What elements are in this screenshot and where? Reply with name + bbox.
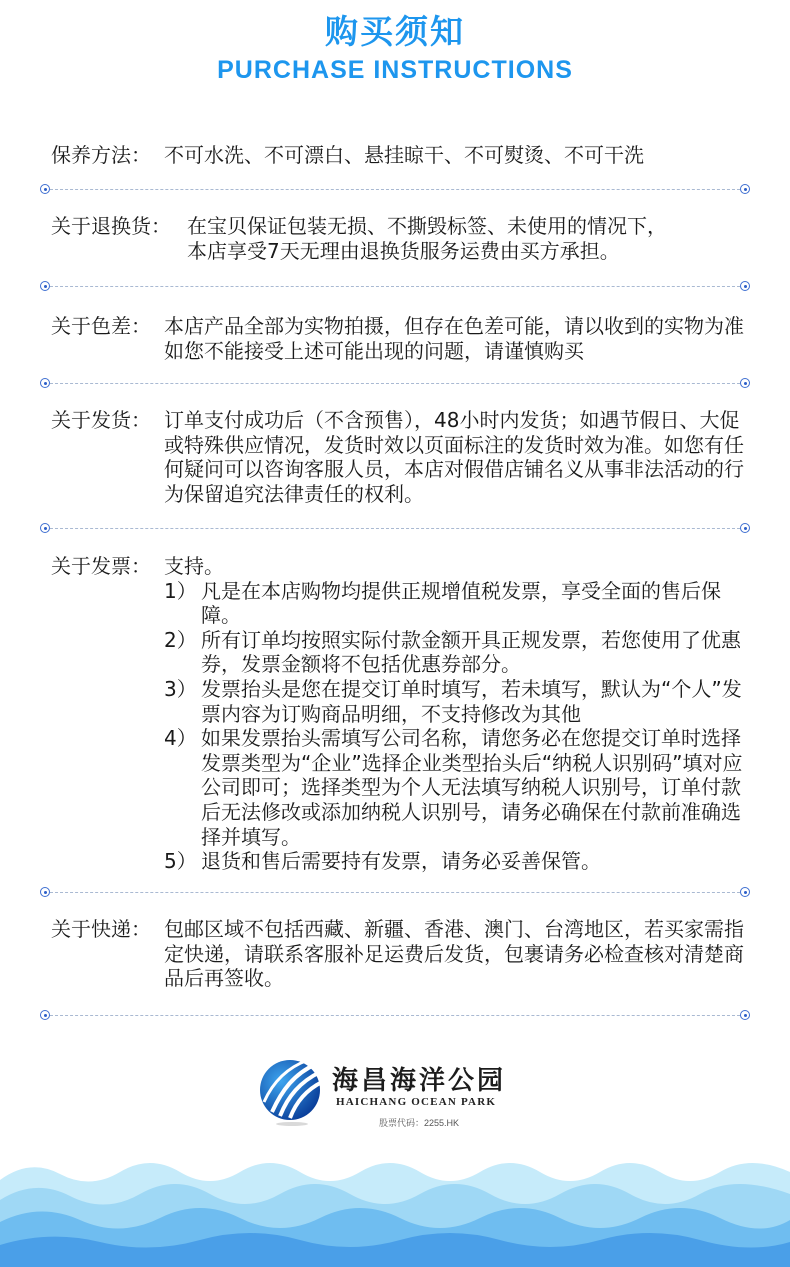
list-item bbox=[164, 628, 751, 677]
section-divider bbox=[40, 184, 750, 196]
section-divider bbox=[40, 523, 750, 535]
section-text: 本店产品全部为实物拍摄，但存在色差可能，请以收到的实物为准如您不能接受上述可能出现的问题，请谨慎购买 bbox=[164, 314, 744, 363]
invoice-section bbox=[51, 554, 751, 874]
divider-dot-icon bbox=[40, 378, 50, 388]
page-subtitle: PURCHASE INSTRUCTIONS bbox=[217, 56, 573, 84]
list-item bbox=[164, 726, 751, 849]
courier-section bbox=[51, 917, 751, 991]
brand-logo bbox=[258, 1054, 528, 1129]
logo-name-en: HAICHANG OCEAN PARK bbox=[336, 1096, 497, 1108]
item-text: 发票抬头是您在提交订单时填写，若未填写，默认为“个人”发票内容为订购商品明细，不支持修改为其他 bbox=[201, 676, 742, 726]
divider-dot-icon bbox=[740, 378, 750, 388]
section-text: 订单支付成功后（不含预售），48小时内发货；如遇节假日、大促或特殊供应情况，发货时效以页面标注的发货时效为准。如您有任何疑问可以咨询客服人员，本店对假借店铺名义从事非法活动的行为保留追究法律责任的权利。 bbox=[164, 408, 744, 506]
item-text: 所有订单均按照实际付款金额开具正规发票，若您使用了优惠券，发票金额将不包括优惠券部分。 bbox=[201, 627, 741, 677]
section-label: 关于快递： bbox=[51, 917, 151, 941]
item-number: 5） bbox=[164, 849, 197, 874]
divider-dot-icon bbox=[740, 1010, 750, 1020]
list-item bbox=[164, 579, 751, 628]
page-title: 购买须知 bbox=[325, 12, 465, 51]
item-number: 4） bbox=[164, 726, 197, 751]
shipping-section bbox=[51, 408, 751, 506]
section-divider bbox=[40, 1010, 750, 1022]
ocean-waves bbox=[0, 1150, 790, 1267]
item-number: 2） bbox=[164, 627, 197, 652]
section-divider bbox=[40, 378, 750, 390]
item-text: 凡是在本店购物均提供正规增值税发票，享受全面的售后保障。 bbox=[201, 578, 721, 628]
stock-code: 股票代码：2255.HK bbox=[379, 1118, 460, 1128]
divider-dot-icon bbox=[740, 184, 750, 194]
returns-section bbox=[51, 214, 751, 263]
haichang-logo-icon bbox=[258, 1054, 326, 1126]
section-text-line1: 在宝贝保证包装无损、不撕毁标签、未使用的情况下， bbox=[187, 214, 667, 238]
item-text: 退货和售后需要持有发票，请务必妥善保管。 bbox=[201, 849, 601, 874]
invoice-list bbox=[51, 579, 751, 874]
section-text-line2: 本店享受7天无理由退换货服务运费由买方承担。 bbox=[187, 238, 620, 263]
item-number: 3） bbox=[164, 676, 197, 701]
divider-dot-icon bbox=[740, 523, 750, 533]
divider-dot-icon bbox=[40, 1010, 50, 1020]
section-label: 保养方法： bbox=[51, 143, 151, 167]
section-label: 关于发票： bbox=[51, 554, 151, 578]
item-text: 如果发票抬头需填写公司名称，请您务必在您提交订单时选择发票类型为“企业”选择企业类型抬头后“纳税人识别码”填对应公司即可；选择类型为个人无法填写纳税人识别号，订单付款后无法修改或添加纳税人识别号，请务必确保在付款前准确选择并填写。 bbox=[201, 726, 743, 849]
logo-name-cn: 海昌海洋公园 bbox=[332, 1066, 507, 1096]
divider-dot-icon bbox=[40, 523, 50, 533]
divider-dot-icon bbox=[40, 887, 50, 897]
section-divider bbox=[40, 281, 750, 293]
divider-dot-icon bbox=[740, 887, 750, 897]
section-label: 关于退换货： bbox=[51, 214, 171, 238]
divider-dot-icon bbox=[40, 184, 50, 194]
divider-dot-icon bbox=[740, 281, 750, 291]
section-text: 不可水洗、不可漂白、悬挂晾干、不可熨烫、不可干洗 bbox=[164, 143, 644, 167]
divider-dot-icon bbox=[40, 281, 50, 291]
section-text: 包邮区域不包括西藏、新疆、香港、澳门、台湾地区，若买家需指定快递，请联系客服补足运费后发货，包裹请务必检查核对清楚商品后再签收。 bbox=[164, 917, 744, 991]
color-diff-section bbox=[51, 314, 751, 363]
care-section bbox=[51, 143, 751, 168]
section-label: 关于色差： bbox=[51, 314, 151, 338]
section-divider bbox=[40, 887, 750, 899]
section-intro: 支持。 bbox=[164, 554, 224, 578]
section-label: 关于发货： bbox=[51, 408, 151, 432]
list-item bbox=[164, 677, 751, 726]
item-number: 1） bbox=[164, 578, 197, 603]
list-item bbox=[164, 849, 751, 874]
